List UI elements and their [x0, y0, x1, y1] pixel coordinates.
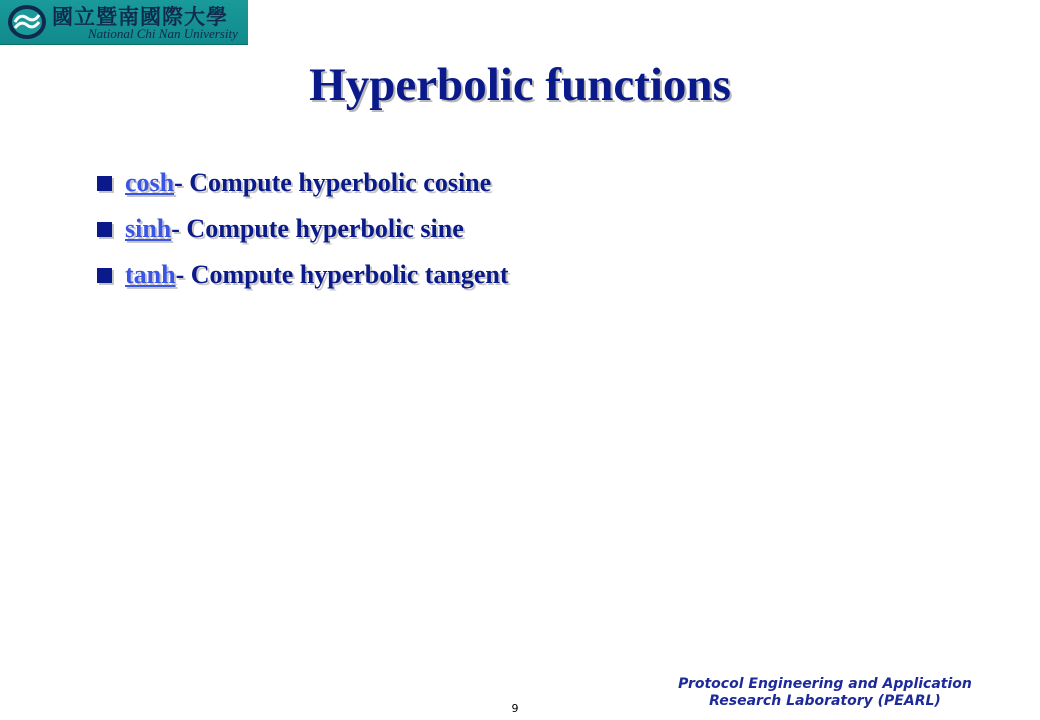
footer-lab-name	[650, 676, 1000, 710]
square-bullet-icon	[97, 222, 112, 237]
sinh-link[interactable]: sinh	[125, 214, 172, 243]
square-bullet-icon	[97, 268, 112, 283]
cosh-description: - Compute hyperbolic cosine	[174, 168, 492, 197]
university-emblem-icon	[6, 3, 48, 41]
slide-title: Hyperbolic functions	[309, 59, 731, 111]
university-name-chinese: 國立暨南國際大學	[52, 4, 228, 29]
function-list	[97, 160, 509, 298]
footer-line-1: Protocol Engineering and Application	[678, 676, 972, 692]
university-name-english: National Chi Nan University	[88, 26, 238, 41]
university-logo	[0, 0, 248, 45]
square-bullet-icon	[97, 176, 112, 191]
sinh-description: - Compute hyperbolic sine	[171, 214, 464, 243]
tanh-description: - Compute hyperbolic tangent	[175, 260, 509, 289]
cosh-link[interactable]: cosh	[125, 168, 175, 197]
page-number: 9	[511, 702, 519, 715]
list-item-cosh	[97, 160, 509, 206]
footer-line-2: Research Laboratory (PEARL)	[709, 693, 941, 709]
list-item-sinh	[97, 206, 509, 252]
tanh-link[interactable]: tanh	[125, 260, 176, 289]
list-item-tanh	[97, 252, 509, 298]
